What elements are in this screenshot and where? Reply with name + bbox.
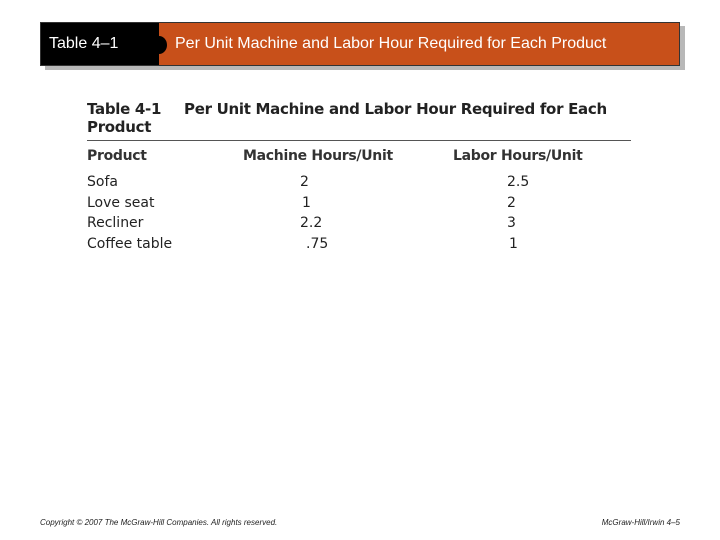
cell-product: Sofa bbox=[87, 174, 118, 190]
title-knob bbox=[151, 36, 167, 54]
table-title: Per Unit Machine and Labor Hour Required for Each Product bbox=[87, 100, 607, 136]
cell-machine-hours: 2.2 bbox=[300, 215, 323, 231]
copyright-notice: Copyright © 2007 The McGraw-Hill Companies. All rights reserved. bbox=[40, 518, 278, 527]
title-text-box bbox=[159, 23, 679, 65]
cell-product: Love seat bbox=[87, 195, 155, 211]
cell-product: Coffee table bbox=[87, 236, 173, 252]
cell-product: Recliner bbox=[87, 215, 144, 231]
column-header-product: Product bbox=[87, 148, 147, 164]
table-heading bbox=[87, 100, 631, 141]
cell-labor-hours: 2 bbox=[507, 195, 516, 211]
slide-title: Per Unit Machine and Labor Hour Required for Each Product bbox=[175, 35, 607, 52]
page-number: McGraw-Hill/Irwin 4–5 bbox=[601, 518, 680, 527]
cell-labor-hours: 1 bbox=[509, 236, 518, 252]
cell-machine-hours: .75 bbox=[306, 236, 329, 252]
cell-machine-hours: 2 bbox=[300, 174, 309, 190]
cell-labor-hours: 3 bbox=[507, 215, 516, 231]
cell-machine-hours: 1 bbox=[302, 195, 311, 211]
title-bar bbox=[40, 22, 680, 66]
title-label-box bbox=[41, 23, 159, 65]
cell-labor-hours: 2.5 bbox=[507, 174, 530, 190]
column-header-labor-hours: Labor Hours/Unit bbox=[453, 148, 583, 164]
title-label: Table 4–1 bbox=[49, 35, 119, 52]
column-header-machine-hours: Machine Hours/Unit bbox=[243, 148, 393, 164]
table-label: Table 4-1 bbox=[87, 100, 162, 118]
